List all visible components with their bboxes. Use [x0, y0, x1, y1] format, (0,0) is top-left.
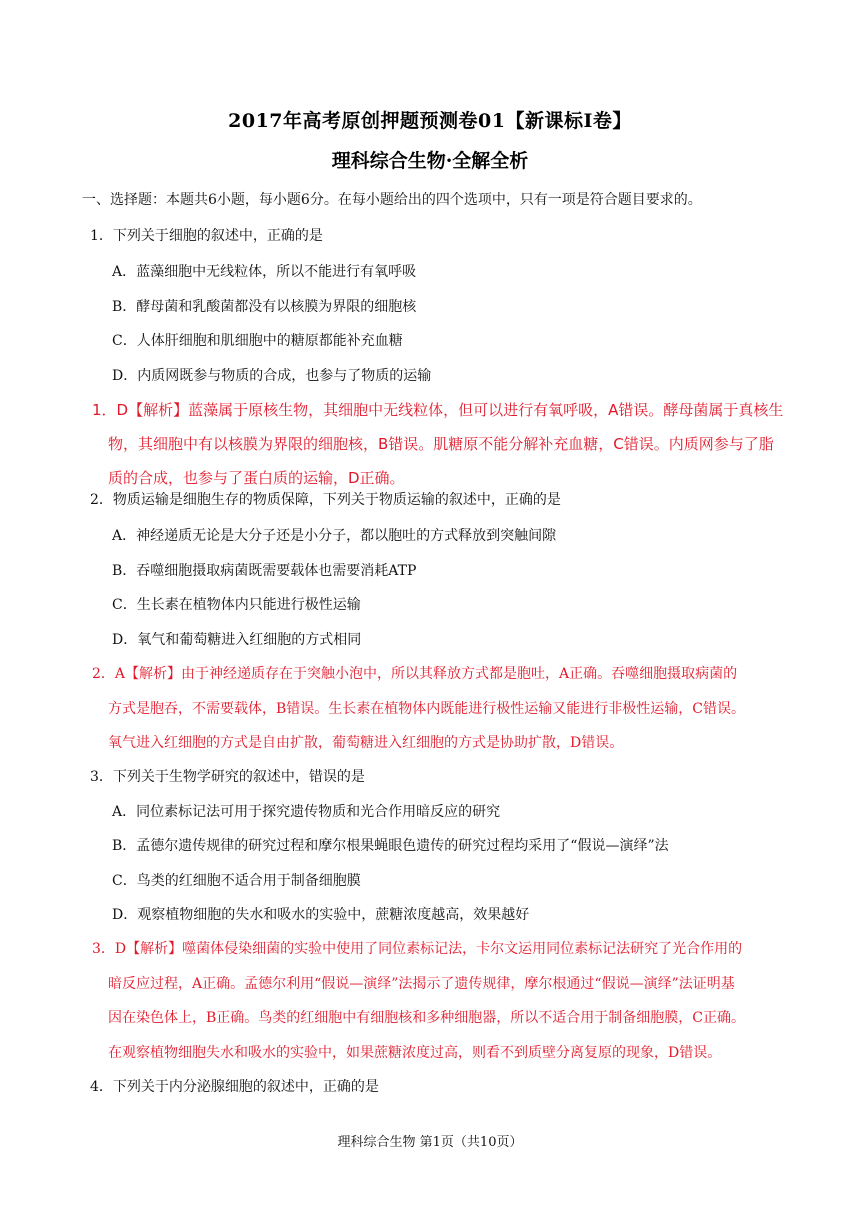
answer-2-line-1: 2．A【解析】由于神经递质存在于突触小泡中，所以其释放方式都是胞吐，A正确。吞噬细胞摄取病菌的 — [92, 666, 738, 682]
answer-3-line-1: 3．D【解析】噬菌体侵染细菌的实验中使用了同位素标记法，卡尔文运用同位素标记法研究了光合作用的 — [92, 941, 743, 957]
question-3-option-b: B．孟德尔遗传规律的研究过程和摩尔根果蝇眼色遗传的研究过程均采用了“假说—演绎”法 — [112, 838, 669, 854]
answer-1-line-1: 1．D【解析】蓝藻属于原核生物，其细胞中无线粒体，但可以进行有氧呼吸，A错误。酵母菌属于真核生 — [92, 401, 784, 419]
question-1-option-d: D．内质网既参与物质的合成，也参与了物质的运输 — [112, 368, 432, 384]
page-title: 2017年高考原创押题预测卷01【新课标Ⅰ卷】 — [228, 110, 632, 132]
answer-2-line-2: 方式是胞吞，不需要载体，B错误。生长素在植物体内既能进行极性运输又能进行非极性运输，C错误。 — [108, 701, 745, 717]
question-3-option-c: C．鸟类的红细胞不适合用于制备细胞膜 — [112, 873, 361, 889]
answer-1-line-2: 物，其细胞中有以核膜为界限的细胞核，B错误。肌糖原不能分解补充血糖，C错误。内质网参与了脂 — [108, 435, 774, 453]
answer-2-line-3: 氧气进入红细胞的方式是自由扩散，葡萄糖进入红细胞的方式是协助扩散，D错误。 — [108, 735, 624, 751]
question-1-stem: 1．下列关于细胞的叙述中，正确的是 — [90, 228, 323, 244]
answer-1-line-3: 质的合成，也参与了蛋白质的运输，D正确。 — [108, 469, 405, 487]
question-2-option-d: D．氧气和葡萄糖进入红细胞的方式相同 — [112, 632, 362, 648]
question-2-option-c: C．生长素在植物体内只能进行极性运输 — [112, 597, 361, 613]
question-1-option-a: A．蓝藻细胞中无线粒体，所以不能进行有氧呼吸 — [112, 264, 417, 280]
question-1-option-c: C．人体肝细胞和肌细胞中的糖原都能补充血糖 — [112, 333, 403, 349]
question-3-stem: 3．下列关于生物学研究的叙述中，错误的是 — [90, 769, 365, 785]
question-3-option-a: A．同位素标记法可用于探究遗传物质和光合作用暗反应的研究 — [112, 804, 501, 820]
question-4-stem: 4．下列关于内分泌腺细胞的叙述中，正确的是 — [90, 1079, 379, 1095]
question-1-option-b: B．酵母菌和乳酸菌都没有以核膜为界限的细胞核 — [112, 299, 417, 315]
question-2-option-a: A．神经递质无论是大分子还是小分子，都以胞吐的方式释放到突触间隙 — [112, 528, 557, 544]
section-heading: 一、选择题：本题共6小题，每小题6分。在每小题给出的四个选项中，只有一项是符合题目要求的。 — [82, 192, 702, 208]
question-3-option-d: D．观察植物细胞的失水和吸水的实验中，蔗糖浓度越高，效果越好 — [112, 907, 530, 923]
question-2-stem: 2．物质运输是细胞生存的物质保障，下列关于物质运输的叙述中，正确的是 — [90, 492, 561, 508]
page-subtitle: 理科综合生物·全解全析 — [331, 150, 529, 172]
question-2-option-b: B．吞噬细胞摄取病菌既需要载体也需要消耗ATP — [112, 563, 417, 579]
page-footer: 理科综合生物 第1页（共10页） — [337, 1135, 523, 1150]
answer-3-line-2: 暗反应过程，A正确。孟德尔利用“假说—演绎”法揭示了遗传规律，摩尔根通过“假说—演绎”法证明基 — [108, 976, 735, 992]
answer-3-line-3: 因在染色体上，B正确。鸟类的红细胞中有细胞核和多种细胞器，所以不适合用于制备细胞膜，C正确。 — [108, 1010, 745, 1026]
answer-3-line-4: 在观察植物细胞失水和吸水的实验中，如果蔗糖浓度过高，则看不到质壁分离复原的现象，D错误。 — [108, 1045, 722, 1061]
